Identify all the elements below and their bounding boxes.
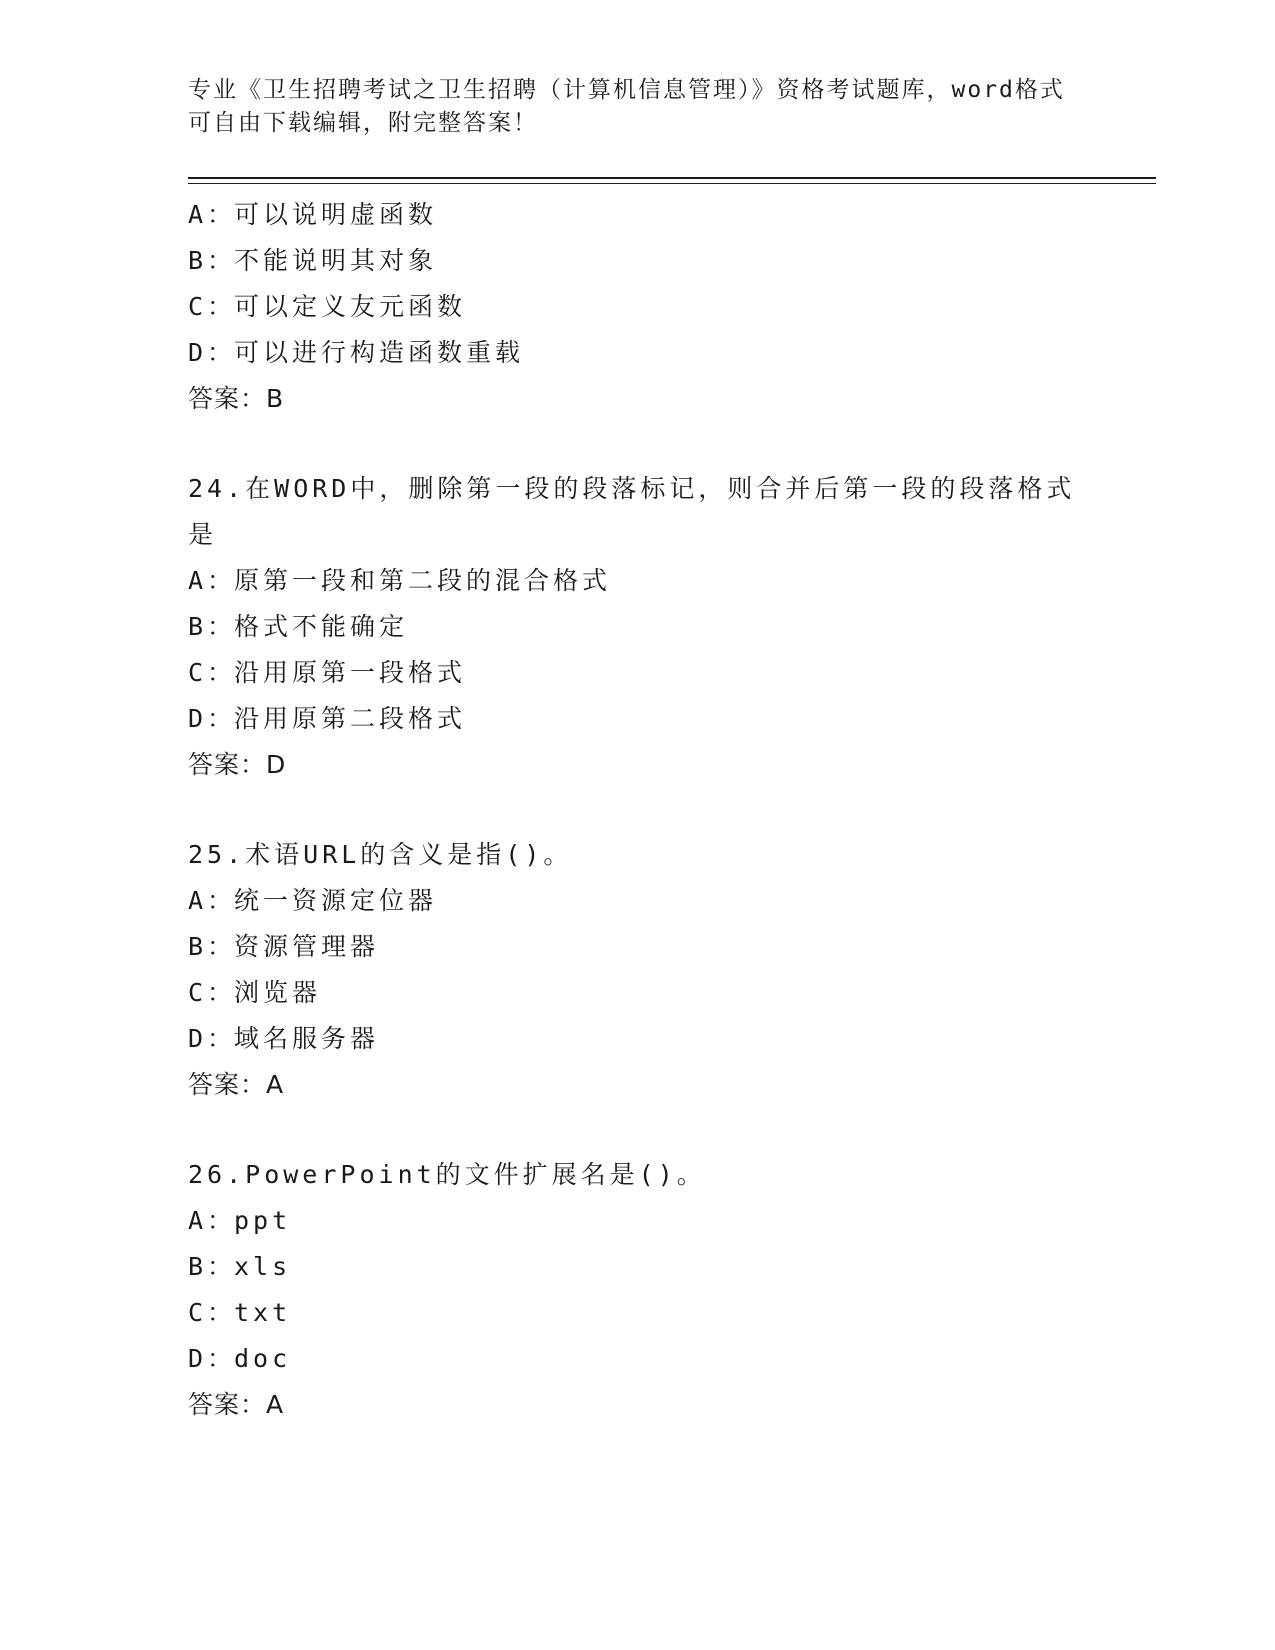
header-title-line-1: 专业《卫生招聘考试之卫生招聘（计算机信息管理）》资格考试题库，word格式	[188, 77, 1065, 103]
answer-key: 答案：A	[188, 1070, 285, 1099]
answer-option	[188, 238, 1088, 284]
question-spacer	[188, 422, 1088, 466]
option-text: 可以说明虚函数	[234, 200, 438, 229]
header-divider-thick	[188, 177, 1156, 179]
option-text: xls	[234, 1252, 292, 1281]
option-text: 不能说明其对象	[234, 246, 438, 275]
answer-option	[188, 604, 1088, 650]
option-text: 域名服务器	[234, 1024, 380, 1053]
option-text: 沿用原第一段格式	[234, 658, 467, 687]
answer-option	[188, 1244, 1088, 1290]
option-text: 原第一段和第二段的混合格式	[234, 566, 612, 595]
option-text: 浏览器	[234, 978, 322, 1007]
answer-option	[188, 1198, 1088, 1244]
answer-option	[188, 1016, 1088, 1062]
answer-option	[188, 1290, 1088, 1336]
answer-option	[188, 924, 1088, 970]
option-key: A：	[188, 886, 237, 915]
question-block	[188, 466, 1088, 832]
option-key: C：	[188, 292, 237, 321]
option-key: C：	[188, 978, 237, 1007]
header-divider-thin	[188, 183, 1156, 184]
question-spacer	[188, 788, 1088, 832]
option-text: txt	[234, 1298, 292, 1327]
question-block	[188, 192, 1088, 466]
option-key: B：	[188, 1252, 237, 1281]
option-text: 格式不能确定	[234, 612, 409, 641]
question-stem: 26.PowerPoint的文件扩展名是()。	[188, 1160, 706, 1189]
answer-option	[188, 1336, 1088, 1382]
question-block	[188, 832, 1088, 1152]
header-title-line-2: 可自由下载编辑，附完整答案！	[188, 110, 538, 136]
answer-option	[188, 284, 1088, 330]
option-key: B：	[188, 612, 237, 641]
option-key: D：	[188, 1024, 237, 1053]
option-key: C：	[188, 658, 237, 687]
answer-option	[188, 970, 1088, 1016]
option-key: B：	[188, 932, 237, 961]
answer-key: 答案：B	[188, 384, 285, 413]
option-key: A：	[188, 1206, 237, 1235]
option-key: D：	[188, 704, 237, 733]
option-text: 沿用原第二段格式	[234, 704, 467, 733]
answer-option	[188, 650, 1088, 696]
option-key: D：	[188, 1344, 237, 1373]
question-list	[188, 192, 1088, 1428]
question-stem: 是	[188, 520, 218, 549]
option-key: A：	[188, 200, 237, 229]
answer-option	[188, 192, 1088, 238]
option-text: 可以定义友元函数	[234, 292, 467, 321]
answer-option	[188, 330, 1088, 376]
question-stem: 24.在WORD中，删除第一段的段落标记，则合并后第一段的段落格式	[188, 474, 1076, 503]
option-key: D：	[188, 338, 237, 367]
option-text: doc	[234, 1344, 292, 1373]
option-key: B：	[188, 246, 237, 275]
answer-option	[188, 558, 1088, 604]
option-text: ppt	[234, 1206, 292, 1235]
option-key: A：	[188, 566, 237, 595]
answer-key: 答案：D	[188, 750, 287, 779]
document-header	[188, 74, 1088, 140]
question-spacer	[188, 1108, 1088, 1152]
option-text: 可以进行构造函数重载	[234, 338, 525, 367]
option-text: 统一资源定位器	[234, 886, 438, 915]
answer-option	[188, 696, 1088, 742]
answer-key: 答案：A	[188, 1390, 285, 1419]
answer-option	[188, 878, 1088, 924]
question-block	[188, 1152, 1088, 1428]
option-key: C：	[188, 1298, 237, 1327]
question-stem: 25.术语URL的含义是指()。	[188, 840, 573, 869]
option-text: 资源管理器	[234, 932, 380, 961]
